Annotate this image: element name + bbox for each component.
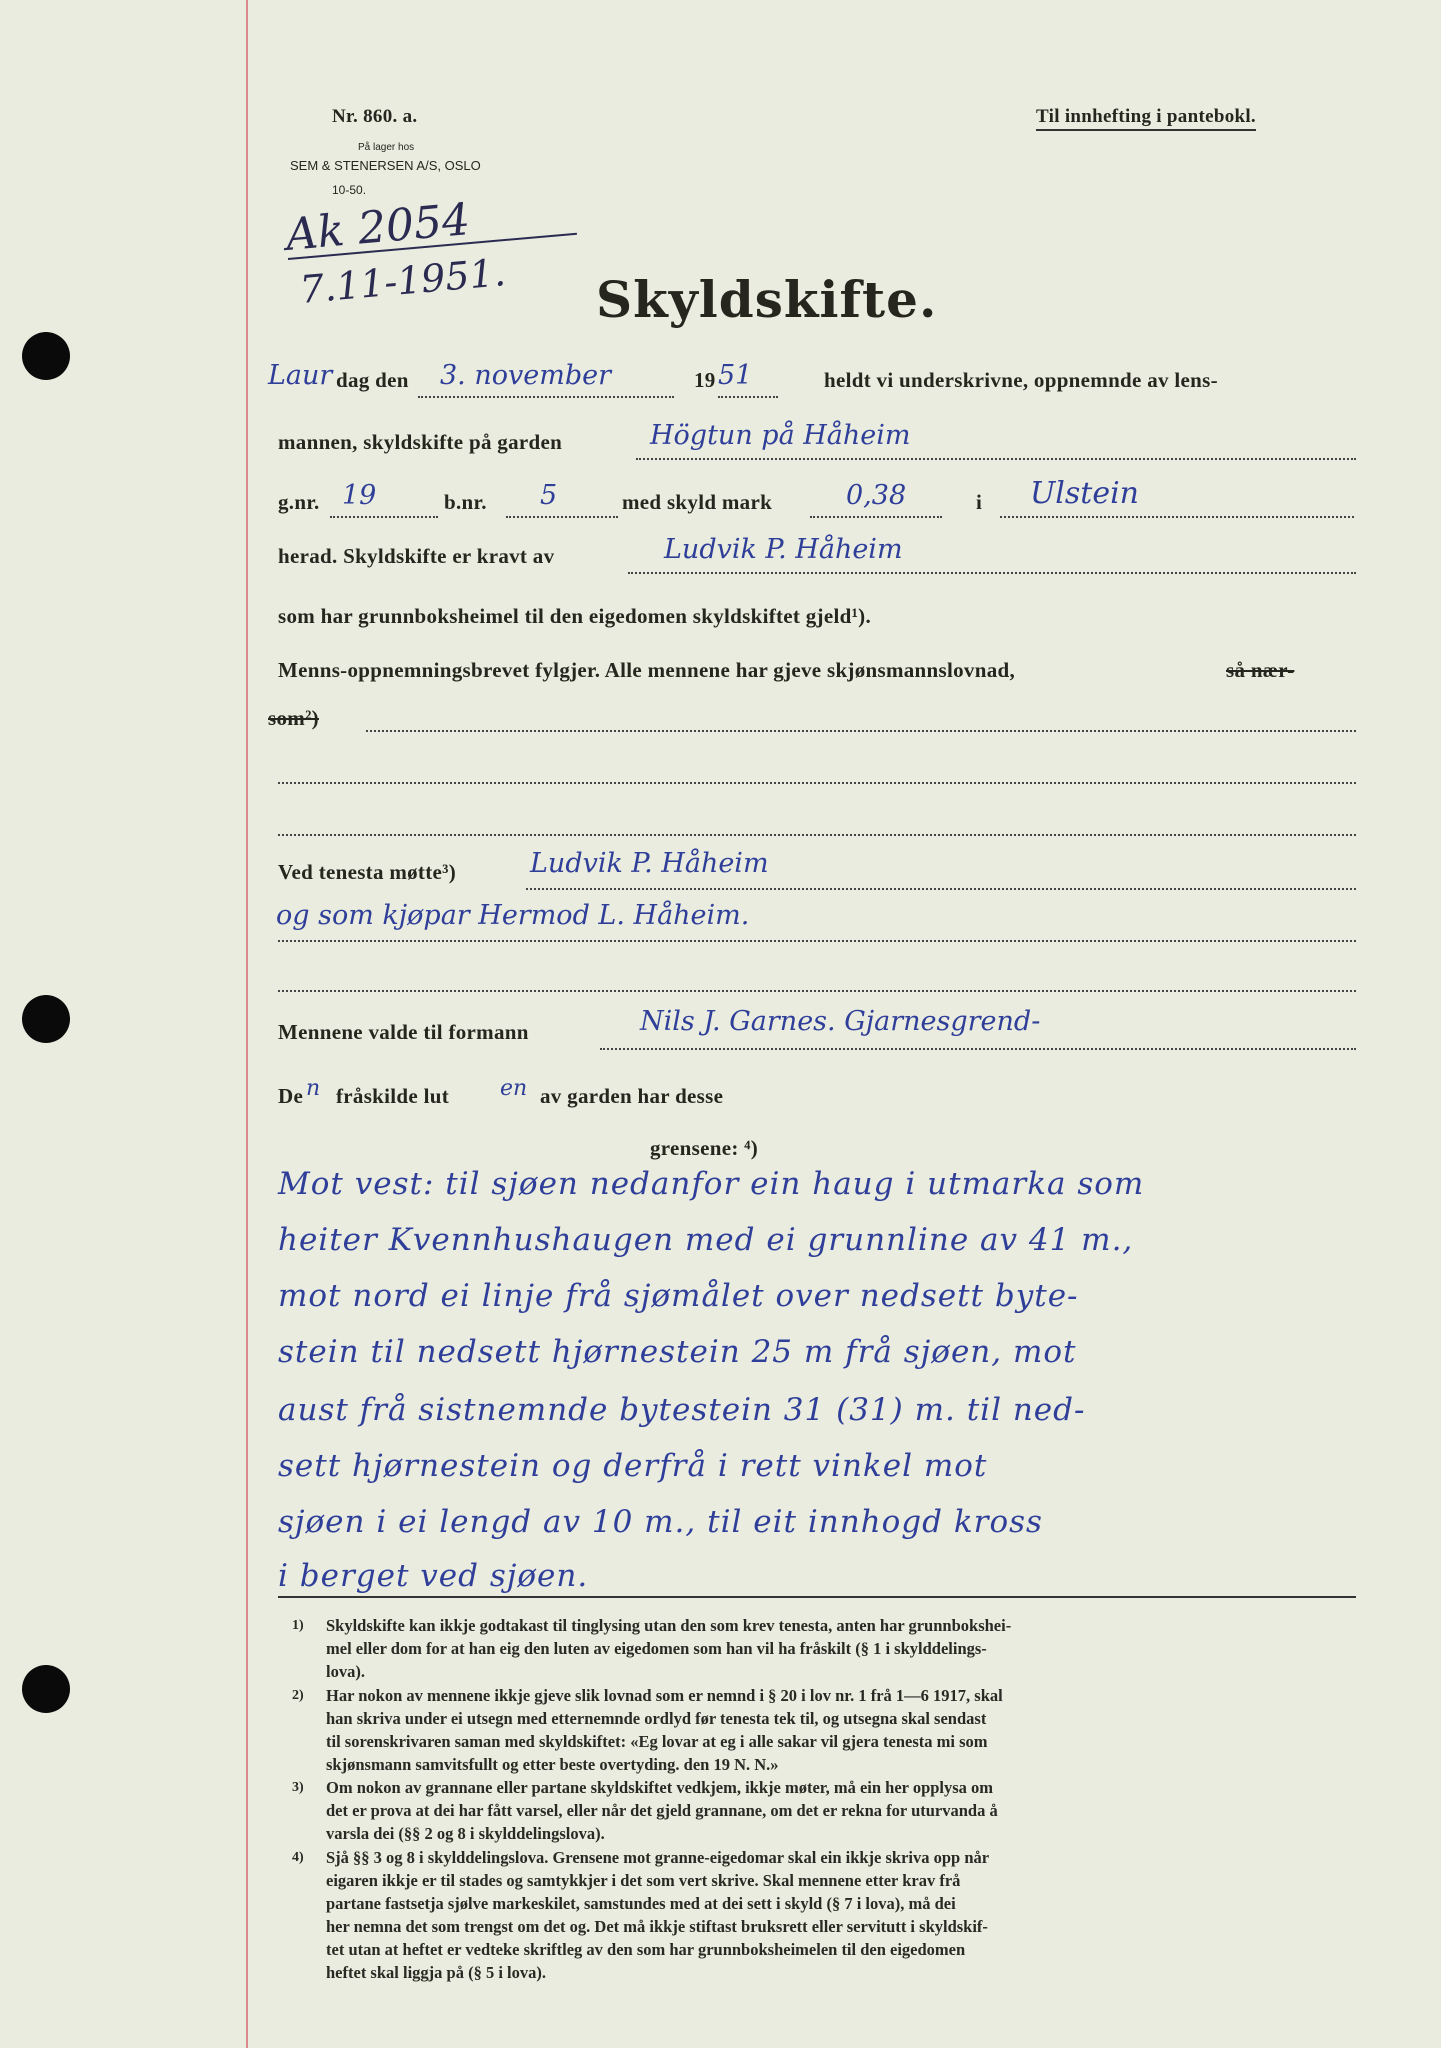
footnote-text: Om nokon av grannane eller partane skyldskiftet vedkjem, ikkje møter, må ein her opplysa om det er prova at dei har fått varsel, eller når det gjeld grannane, om det er rekna for uturvanda å varsla dei (§§ 2 og 8 i skylddelingslova). — [326, 1778, 998, 1843]
footnote-number: 4) — [292, 1850, 304, 1865]
text-grunnboksheimel: som har grunnboksheimel til den eigedomen skyldskiftet gjeld¹). — [278, 604, 872, 628]
printer-name: SEM & STENERSEN A/S, OSLO — [290, 158, 481, 173]
fill-line — [1000, 516, 1354, 518]
text-av-garden: av garden har desse — [540, 1084, 724, 1108]
fill-line — [810, 516, 942, 518]
fill-line — [506, 516, 618, 518]
boundary-line: Mot vest: til sjøen nedanfor ein haug i utmarka som — [278, 1166, 1145, 1202]
registration-stamp: Ak 2054 — [283, 194, 472, 261]
text-de: De — [278, 1084, 304, 1108]
text-dag-den: dag den — [336, 368, 409, 392]
suffix-handwritten: n — [306, 1076, 321, 1101]
text-skyld-mark: med skyld mark — [622, 490, 773, 514]
boundary-line: sjøen i ei lengd av 10 m., til eit innhogd kross — [278, 1504, 1043, 1540]
boundary-line: i berget ved sjøen. — [278, 1558, 589, 1594]
boundary-line: sett hjørnestein og derfrå i rett vinkel mot — [278, 1448, 988, 1484]
punch-hole — [22, 995, 70, 1043]
boundary-line: heiter Kvennhushaugen med ei grunnline av 41 m., — [278, 1222, 1134, 1258]
fill-line — [278, 834, 1356, 836]
buyer-handwritten: og som kjøpar Hermod L. Håheim. — [276, 900, 750, 931]
form-number: Nr. 860. a. — [332, 106, 418, 127]
printer-note: På lager hos — [358, 142, 415, 153]
mark-handwritten: 0,38 — [846, 480, 907, 511]
fill-line — [278, 782, 1356, 784]
gnr-handwritten: 19 — [342, 480, 377, 511]
text-mannen: mannen, skyldskifte på garden — [278, 430, 563, 454]
footnote-divider — [278, 1596, 1356, 1598]
struck-text: så nær- — [1226, 658, 1295, 682]
text-ved-tenesta: Ved tenesta møtte³) — [278, 860, 457, 884]
printer-date: 10-50. — [332, 183, 367, 197]
text-heldt-vi: heldt vi underskrivne, oppnemnde av lens- — [824, 368, 1218, 392]
weekday-handwritten: Laur — [268, 360, 333, 391]
text-menns-oppnemning: Menns-oppnemningsbrevet fylgjer. Alle mennene har gjeve skjønsmannslovnad, — [278, 658, 1016, 682]
chairman-handwritten: Nils J. Garnes. Gjarnesgrend- — [640, 1006, 1041, 1037]
fill-line — [278, 990, 1356, 992]
fill-line — [628, 572, 1356, 574]
fill-line — [278, 940, 1356, 942]
boundary-line: stein til nedsett hjørnestein 25 m frå sjøen, mot — [278, 1334, 1077, 1370]
bnr-handwritten: 5 — [540, 480, 558, 511]
struck-som: som²) — [268, 706, 319, 730]
footnote-number: 2) — [292, 1688, 304, 1703]
text-19: 19 — [694, 368, 716, 392]
boundary-line: mot nord ei linje frå sjømålet over nedsett byte- — [278, 1278, 1079, 1314]
fill-line — [636, 458, 1356, 460]
text-bnr: b.nr. — [444, 490, 487, 514]
attendee-handwritten: Ludvik P. Håheim — [530, 848, 769, 879]
farm-handwritten: Högtun på Håheim — [650, 420, 911, 451]
text-i: i — [976, 490, 983, 514]
footnote-number: 3) — [292, 1780, 304, 1795]
footnote-text: Har nokon av mennene ikkje gjeve slik lovnad som er nemnd i § 20 i lov nr. 1 frå 1—6 1917, skal han skriva under ei utsegn med etternemnde ordlyd før tenesta tek til, og utsegna skal sendast til sorenskrivaren saman med skyldskiftet: «Eg lovar at eg i alle sakar vil gjera tenesta mi som skjønsmann samvitsfullt og etter beste overtyding. den 19 N. N.» — [326, 1686, 1003, 1774]
fill-line — [366, 730, 1356, 732]
text-grensene: grensene: ⁴) — [650, 1136, 759, 1160]
footnote-4 — [0, 1846, 1441, 2006]
fill-line — [418, 396, 674, 398]
fill-line — [330, 516, 438, 518]
requester-handwritten: Ludvik P. Håheim — [664, 534, 903, 565]
binding-note: Til innhefting i pantebokl. — [1036, 106, 1256, 131]
footnote-number: 1) — [292, 1618, 304, 1633]
text-fraskilde: fråskilde lut — [336, 1084, 449, 1108]
text-gnr: g.nr. — [278, 490, 320, 514]
fill-line — [600, 1048, 1356, 1050]
footnote-text: Sjå §§ 3 og 8 i skylddelingslova. Grensene mot granne-eigedomar skal ein ikkje skriva opp når eigaren ikkje er til stades og samtykkjer i det som vert skrive. Skal mennene etter krav frå partane fastsetja sjølve markeskilet, samstundes med at dei sett i skyld (§ 7 i lova), må dei her nemna det som trengst om det og. Det må ikkje stiftast bruksrett eller servitutt i skyldskif- tet utan at heftet er vedteke skriftleg av den som har grunnboksheimelen til den eigedomen heftet skal liggja på (§ 5 i lova). — [326, 1848, 990, 1982]
footnote-text: Skyldskifte kan ikkje godtakast til tinglysing utan den som krev tenesta, anten har grunnbokshei- mel eller dom for at han eig den luten av eigedomen som han vil ha fråskilt (§ 1 i skylddelings- lova). — [326, 1616, 1012, 1681]
fill-line — [526, 888, 1356, 890]
page-title: Skyldskifte. — [596, 270, 938, 329]
text-herad: herad. Skyldskifte er kravt av — [278, 544, 555, 568]
punch-hole — [22, 332, 70, 380]
boundary-line: aust frå sistnemnde bytestein 31 (31) m. til ned- — [278, 1392, 1086, 1428]
text-formann: Mennene valde til formann — [278, 1020, 529, 1044]
fill-line — [718, 396, 778, 398]
suffix-handwritten-2: en — [500, 1076, 528, 1101]
year-handwritten: 51 — [718, 360, 753, 391]
date-handwritten: 3. november — [440, 360, 611, 391]
place-handwritten: Ulstein — [1030, 476, 1139, 511]
registration-date: 7.11-1951. — [298, 250, 508, 312]
